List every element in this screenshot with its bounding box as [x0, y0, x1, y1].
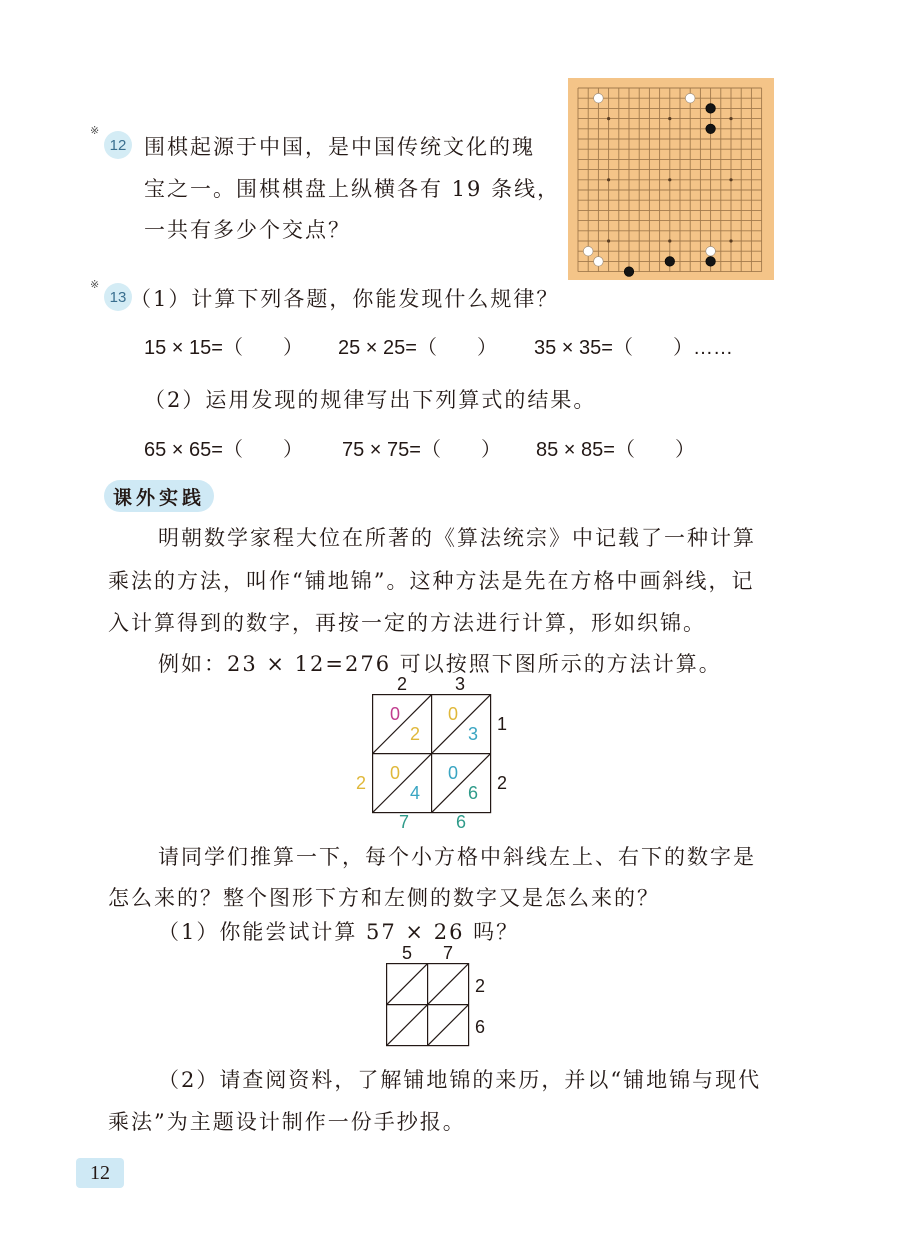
- grid1-cell3-lower-digit: 4: [410, 783, 421, 803]
- problem13-question1: （1）计算下列各题，你能发现什么规律？: [130, 287, 560, 311]
- grid1-cell4-upper-digit: 0: [448, 763, 459, 783]
- practice-paragraph1-line2: 乘法的方法，叫作“铺地锦”。这种方法是先在方格中画斜线，记: [108, 569, 755, 593]
- board-star-point: [729, 178, 732, 181]
- section-title-extracurricular: 课外实践: [104, 480, 214, 512]
- problem12-text-line1: 围棋起源于中国，是中国传统文化的瑰: [144, 135, 535, 159]
- formula-15x15: 15 × 15=（ ）: [144, 337, 303, 359]
- practice-paragraph1-line3: 入计算得到的数字，再按一定的方法进行计算，形如织锦。: [108, 611, 706, 635]
- board-star-point: [668, 239, 671, 242]
- black-stone: [624, 267, 634, 277]
- grid1-left-result-digit: 2: [356, 773, 367, 793]
- black-stone: [665, 257, 675, 267]
- board-star-point: [668, 178, 671, 181]
- board-star-point: [668, 117, 671, 120]
- optional-mark: ※: [90, 124, 100, 137]
- practice-paragraph1-line1: 明朝数学家程大位在所著的《算法统宗》中记载了一种计算: [158, 526, 756, 550]
- white-stone: [706, 246, 716, 256]
- problem-number-badge: 13: [104, 283, 132, 311]
- grid1-cell2-lower-digit: 3: [468, 724, 479, 744]
- grid1-right-digit: 1: [497, 714, 508, 734]
- optional-mark: ※: [90, 278, 100, 291]
- white-stone: [685, 93, 695, 103]
- board-star-point: [729, 239, 732, 242]
- black-stone: [706, 124, 716, 134]
- grid2-top-digit: 7: [443, 943, 454, 963]
- formula-85x85: 85 × 85=（ ）: [536, 439, 695, 461]
- problem12-text-line3: 一共有多少个交点？: [144, 218, 351, 242]
- grid2-right-digit: 2: [475, 976, 486, 996]
- grid2-top-digit: 5: [402, 943, 413, 963]
- lattice-grid-23x12: [350, 674, 520, 834]
- page-number: 12: [76, 1158, 124, 1188]
- grid1-cell1-upper-digit: 0: [390, 704, 401, 724]
- board-star-point: [729, 117, 732, 120]
- white-stone: [594, 93, 604, 103]
- black-stone: [706, 257, 716, 267]
- formula-35x35: 35 × 35=（ ）……: [534, 337, 733, 359]
- lattice-grid-57x26: [380, 943, 500, 1053]
- practice-example: 例如：23 × 12=276 可以按照下图所示的方法计算。: [158, 652, 722, 676]
- black-stone: [706, 104, 716, 114]
- practice-paragraph2-line1: 请同学们推算一下，每个小方格中斜线左上、右下的数字是: [158, 845, 756, 869]
- board-star-point: [607, 239, 610, 242]
- white-stone: [594, 257, 604, 267]
- go-board-illustration: [568, 78, 774, 280]
- practice-question2-line2: 乘法”为主题设计制作一份手抄报。: [108, 1110, 466, 1134]
- board-star-point: [607, 178, 610, 181]
- grid1-cell2-upper-digit: 0: [448, 704, 459, 724]
- board-star-point: [607, 117, 610, 120]
- problem13-question2: （2）运用发现的规律写出下列算式的结果。: [144, 388, 597, 412]
- grid1-right-digit: 2: [497, 773, 508, 793]
- grid1-top-digit: 2: [397, 674, 408, 694]
- problem12-text-line2: 宝之一。围棋棋盘上纵横各有 19 条线，: [144, 177, 561, 201]
- practice-paragraph2-line2: 怎么来的？整个图形下方和左侧的数字又是怎么来的？: [108, 886, 660, 910]
- grid1-cell3-upper-digit: 0: [390, 763, 401, 783]
- grid2-right-digit: 6: [475, 1017, 486, 1037]
- formula-25x25: 25 × 25=（ ）: [338, 337, 497, 359]
- grid1-cell1-lower-digit: 2: [410, 724, 421, 744]
- formula-65x65: 65 × 65=（ ）: [144, 439, 303, 461]
- white-stone: [583, 246, 593, 256]
- grid1-bottom-result-digit: 6: [456, 812, 467, 832]
- grid1-cell4-lower-digit: 6: [468, 783, 479, 803]
- grid1-top-digit: 3: [455, 674, 466, 694]
- problem-number-badge: 12: [104, 131, 132, 159]
- practice-question2-line1: （2）请查阅资料，了解铺地锦的来历，并以“铺地锦与现代: [158, 1068, 762, 1092]
- formula-75x75: 75 × 75=（ ）: [342, 439, 501, 461]
- grid1-bottom-result-digit: 7: [399, 812, 410, 832]
- grid2-lines: [386, 963, 470, 1047]
- practice-question1: （1）你能尝试计算 57 × 26 吗？: [158, 920, 520, 944]
